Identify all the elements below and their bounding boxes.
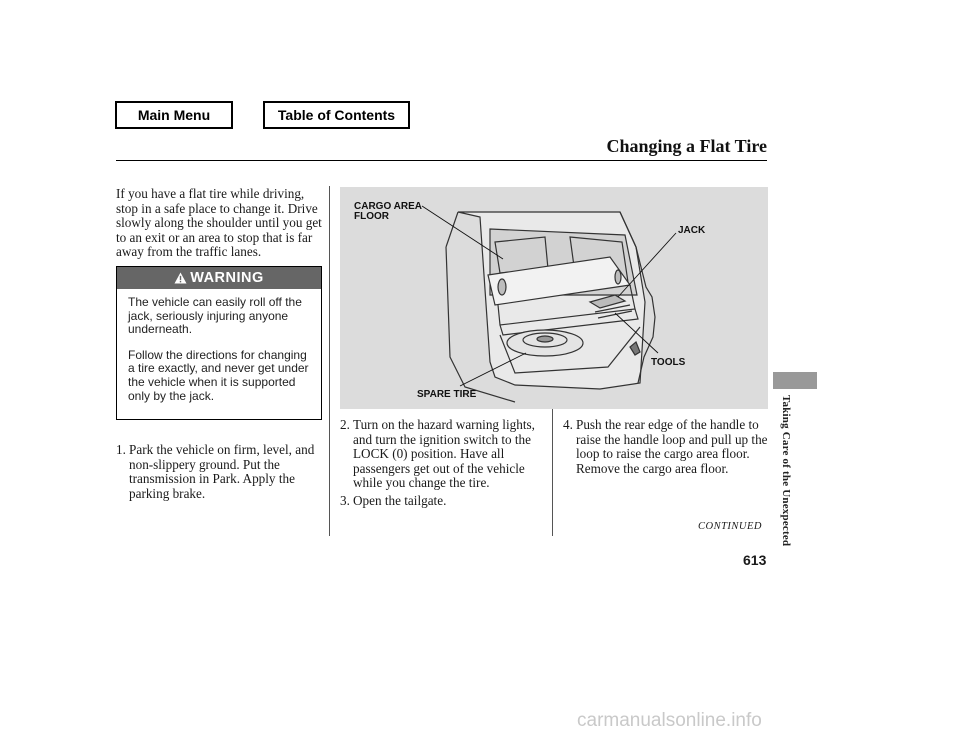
- warning-paragraph-1: The vehicle can easily roll off the jack, seriously injuring anyone underneath.: [128, 295, 302, 337]
- warning-box: [116, 266, 322, 420]
- figure-label-tools: TOOLS: [651, 357, 686, 368]
- figure-label-cargo-line-1: CARGO AREA: [354, 201, 422, 212]
- cargo-area-illustration: [340, 187, 768, 409]
- step-number: 1.: [116, 442, 126, 457]
- warning-banner: [117, 267, 321, 289]
- warning-triangle-icon: [174, 272, 187, 284]
- figure-label-jack: JACK: [678, 225, 706, 236]
- main-menu-button[interactable]: Main Menu: [115, 101, 233, 129]
- section-side-title: Taking Care of the Unexpected: [780, 395, 792, 547]
- figure-label-cargo-area-floor: [354, 202, 422, 222]
- figure-label-cargo-line-2: FLOOR: [354, 211, 389, 222]
- step-number: 2.: [340, 417, 350, 432]
- column-divider-right: [552, 409, 553, 536]
- warning-paragraph-2: Follow the directions for changing a tire exactly, and never get under the vehicle when it is supported only by the jack.: [128, 347, 309, 403]
- step-text-part-1: Push the rear edge of the handle to raise the handle loop and pull up the loop to raise the cargo area floor.: [576, 417, 768, 462]
- intro-paragraph: If you have a flat tire while driving, stop in a safe place to change it. Drive slowly along the shoulder until you get to an exit or an area to stop that is far away from the traffic lanes.: [116, 186, 322, 260]
- step-text: [576, 418, 768, 476]
- step-text: Turn on the hazard warning lights, and turn the ignition switch to the LOCK (0) position. Have all passengers get out of the vehicle while you change the tire.: [353, 417, 535, 491]
- figure-label-spare-tire: SPARE TIRE: [417, 389, 477, 400]
- page-number: 613: [743, 552, 767, 568]
- continued-marker: CONTINUED: [698, 521, 763, 532]
- step-text: Open the tailgate.: [353, 493, 447, 508]
- column-divider-left: [329, 186, 330, 536]
- warning-text: [128, 296, 316, 415]
- step-number: 4.: [563, 417, 573, 432]
- step-number: 3.: [340, 493, 350, 508]
- header-rule: [116, 160, 767, 161]
- table-of-contents-button[interactable]: Table of Contents: [263, 101, 410, 129]
- warning-label: WARNING: [190, 270, 264, 286]
- step-text-part-2: Remove the cargo area floor.: [576, 460, 729, 476]
- section-tab: [773, 372, 817, 389]
- step-text: Park the vehicle on firm, level, and non-slippery ground. Put the transmission in Park. Apply the parking brake.: [129, 442, 315, 501]
- page-title: Changing a Flat Tire: [606, 136, 767, 156]
- watermark: carmanualsonline.info: [577, 710, 762, 731]
